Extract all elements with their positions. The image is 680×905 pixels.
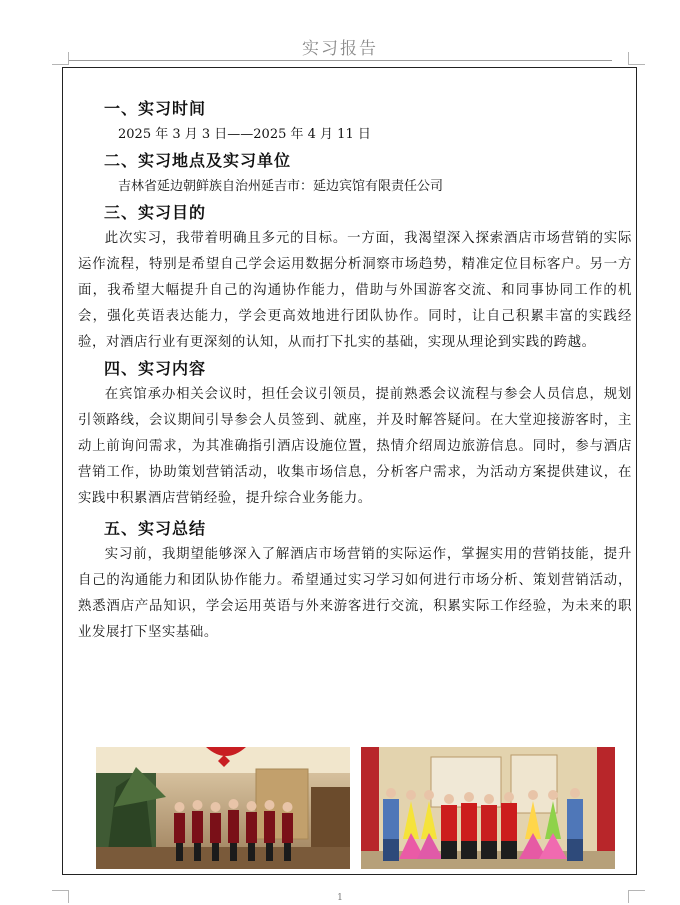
- photo-gap: [350, 747, 361, 869]
- crop-mark-top-right: [628, 52, 645, 65]
- content-paragraph: 在宾馆承办相关会议时，担任会议引领员，提前熟悉会议流程与参会人员信息，规划引领路线，会议期间引导参会人员签到、就座，并及时解答疑问。在大堂迎接游客时，主动上前询问需求，为其准确指引酒店设施位置，热情介绍周边旅游信息。同时，参与酒店营销工作，协助策划营销活动，收集市场信息，分析客户需求，为活动方案提供建议，在实践中积累酒店营销经验，提升综合业务能力。: [78, 387, 632, 506]
- section-location: [78, 148, 632, 200]
- crop-mark-top-left: [52, 52, 69, 65]
- internship-dates: 2025 年 3 月 3 日——2025 年 4 月 11 日: [118, 127, 371, 142]
- page-header-title: 实习报告: [302, 39, 378, 59]
- photo-strip: [96, 747, 615, 869]
- internship-location: 吉林省延边朝鲜族自治州延吉市：延边宾馆有限责任公司: [118, 179, 444, 194]
- group-costume-photo: [361, 747, 615, 869]
- section-purpose: [78, 200, 632, 356]
- report-content: [78, 96, 632, 646]
- section-time: [78, 96, 632, 148]
- purpose-paragraph: 此次实习，我带着明确且多元的目标。一方面，我渴望深入探索酒店市场营销的实际运作流程，特别是希望自己学会运用数据分析洞察市场趋势，精准定位目标客户。另一方面，我希望大幅提升自己的沟通协作能力，借助与外国游客交流、和同事协同工作的机会，强化英语表达能力，学会更高效地进行团队协作。同时，让自己积累丰富的实践经验，对酒店行业有更深刻的认知，从而打下扎实的基础，实现从理论到实践的跨越。: [78, 231, 632, 350]
- section-heading: 四、实习内容: [104, 359, 207, 378]
- section-summary: [78, 516, 632, 646]
- section-content: [78, 356, 632, 512]
- section-heading: 二、实习地点及实习单位: [104, 151, 292, 170]
- section-heading: 一、实习时间: [104, 99, 207, 118]
- page-number: 1: [337, 893, 343, 903]
- section-heading: 三、实习目的: [104, 203, 207, 222]
- section-heading: 五、实习总结: [104, 519, 207, 538]
- lobby-staff-photo: [96, 747, 350, 869]
- header-rule: [68, 60, 612, 61]
- summary-paragraph: 实习前，我期望能够深入了解酒店市场营销的实际运作，掌握实用的营销技能，提升自己的沟通能力和团队协作能力。希望通过实习学习如何进行市场分析、策划营销活动，熟悉酒店产品知识，学会运用英语与外来游客进行交流，积累实际工作经验，为未来的职业发展打下坚实基础。: [78, 547, 632, 640]
